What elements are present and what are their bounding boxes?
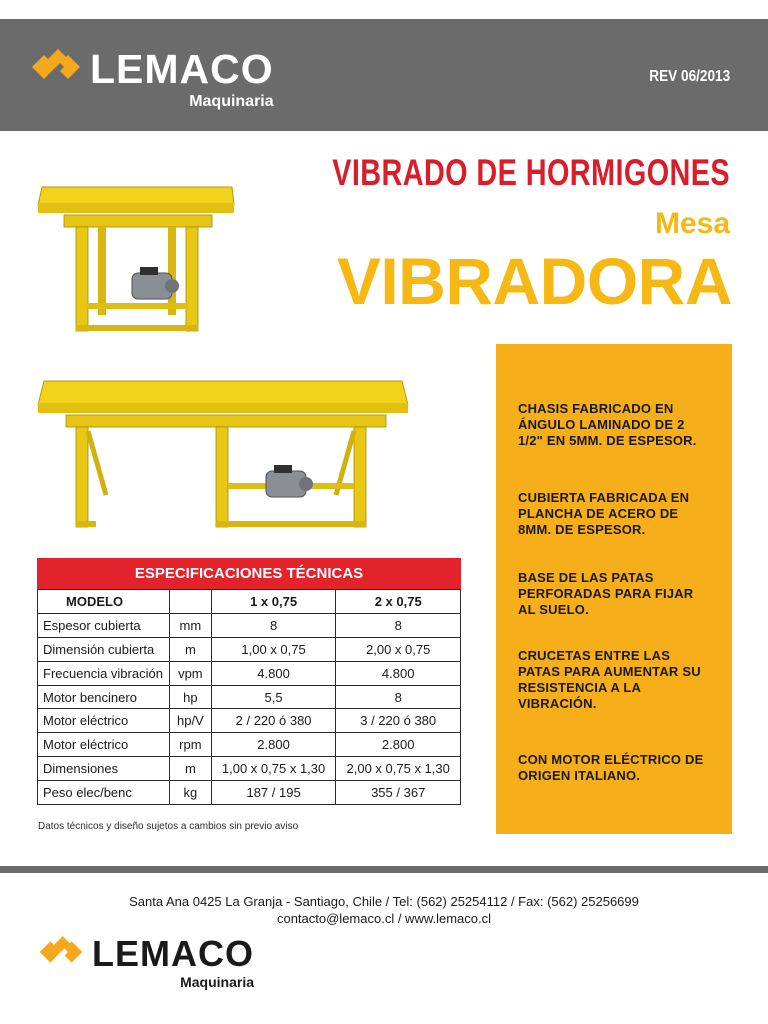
spec-header-name: MODELO bbox=[38, 590, 170, 614]
spec-cell-model-b: 355 / 367 bbox=[336, 781, 461, 805]
spec-cell-name: Peso elec/benc bbox=[38, 781, 170, 805]
feature-item: CHASIS FABRICADO EN ÁNGULO LAMINADO DE 2 1/2" EN 5MM. DE ESPESOR. bbox=[518, 401, 697, 448]
spec-header-model-b: 2 x 0,75 bbox=[336, 590, 461, 614]
spec-cell-unit: kg bbox=[169, 781, 211, 805]
table-row bbox=[38, 685, 461, 709]
feature-item: BASE DE LAS PATAS PERFORADAS PARA FIJAR AL SUELO. bbox=[518, 570, 694, 617]
spec-cell-unit: m bbox=[169, 757, 211, 781]
spec-cell-name: Motor eléctrico bbox=[38, 709, 170, 733]
footer-lemaco-logo bbox=[38, 933, 254, 990]
contact-address: Santa Ana 0425 La Granja - Santiago, Chile / Tel: (562) 25254112 / Fax: (562) 25256699 bbox=[129, 894, 639, 909]
table-row bbox=[38, 661, 461, 685]
feature-item: CON MOTOR ELÉCTRICO DE ORIGEN ITALIANO. bbox=[518, 752, 704, 783]
spec-cell-unit: vpm bbox=[169, 661, 211, 685]
spec-cell-model-b: 3 / 220 ó 380 bbox=[336, 709, 461, 733]
features-panel bbox=[496, 344, 732, 834]
contact-web-email: contacto@lemaco.cl / www.lemaco.cl bbox=[276, 911, 492, 926]
spec-cell-name: Frecuencia vibración bbox=[38, 661, 170, 685]
revision-label: REV 06/2013 bbox=[649, 68, 730, 85]
footer-brand-subtitle: Maquinaria bbox=[180, 974, 254, 990]
spec-cell-model-a: 187 / 195 bbox=[211, 781, 336, 805]
product-photo-small-table bbox=[36, 183, 236, 338]
spec-cell-model-b: 2.800 bbox=[336, 733, 461, 757]
brand-subtitle: Maquinaria bbox=[189, 93, 274, 110]
table-row bbox=[38, 709, 461, 733]
spec-cell-model-b: 2,00 x 0,75 x 1,30 bbox=[336, 757, 461, 781]
title-line-1: Mesa bbox=[654, 207, 730, 240]
spec-cell-unit: m bbox=[169, 637, 211, 661]
spec-cell-model-b: 8 bbox=[336, 685, 461, 709]
header-bar bbox=[0, 19, 768, 131]
footer-divider bbox=[0, 866, 768, 873]
spec-cell-unit: rpm bbox=[169, 733, 211, 757]
spec-cell-model-a: 4.800 bbox=[211, 661, 336, 685]
table-row bbox=[38, 637, 461, 661]
spec-table bbox=[37, 558, 461, 805]
spec-cell-model-a: 1,00 x 0,75 bbox=[211, 637, 336, 661]
spec-cell-name: Dimensiones bbox=[38, 757, 170, 781]
lemaco-logo-mark-icon bbox=[38, 936, 84, 968]
spec-header-model-a: 1 x 0,75 bbox=[211, 590, 336, 614]
lemaco-logo-mark-icon bbox=[30, 49, 82, 85]
footer-brand-name: LEMACO bbox=[92, 933, 254, 974]
spec-cell-name: Motor bencinero bbox=[38, 685, 170, 709]
title-kicker: VIBRADO DE HORMIGONES bbox=[332, 152, 730, 193]
spec-cell-unit: hp/V bbox=[169, 709, 211, 733]
spec-header-unit bbox=[169, 590, 211, 614]
table-row bbox=[38, 613, 461, 637]
table-row bbox=[38, 781, 461, 805]
title-line-2: VIBRADORA bbox=[336, 244, 732, 318]
spec-cell-model-a: 1,00 x 0,75 x 1,30 bbox=[211, 757, 336, 781]
table-row bbox=[38, 733, 461, 757]
table-row bbox=[38, 757, 461, 781]
disclaimer-text: Datos técnicos y diseño sujetos a cambios sin previo aviso bbox=[38, 821, 299, 832]
product-photo-large-table bbox=[36, 375, 411, 533]
spec-cell-name: Espesor cubierta bbox=[38, 613, 170, 637]
spec-cell-unit: mm bbox=[169, 613, 211, 637]
feature-item: CRUCETAS ENTRE LAS PATAS PARA AUMENTAR SU RESISTENCIA A LA VIBRACIÓN. bbox=[518, 648, 701, 711]
brand-name: LEMACO bbox=[90, 46, 274, 92]
spec-cell-model-a: 2 / 220 ó 380 bbox=[211, 709, 336, 733]
spec-cell-model-b: 8 bbox=[336, 613, 461, 637]
spec-cell-model-a: 2.800 bbox=[211, 733, 336, 757]
spec-cell-unit: hp bbox=[169, 685, 211, 709]
spec-header-row bbox=[38, 590, 461, 614]
spec-cell-name: Motor eléctrico bbox=[38, 733, 170, 757]
spec-cell-name: Dimensión cubierta bbox=[38, 637, 170, 661]
spec-cell-model-b: 2,00 x 0,75 bbox=[336, 637, 461, 661]
spec-cell-model-a: 8 bbox=[211, 613, 336, 637]
spec-table-title: ESPECIFICACIONES TÉCNICAS bbox=[37, 558, 461, 589]
feature-item: CUBIERTA FABRICADA EN PLANCHA DE ACERO DE 8MM. DE ESPESOR. bbox=[518, 490, 690, 537]
spec-table-grid bbox=[37, 589, 461, 805]
spec-cell-model-a: 5,5 bbox=[211, 685, 336, 709]
lemaco-logo bbox=[30, 46, 274, 110]
spec-cell-model-b: 4.800 bbox=[336, 661, 461, 685]
